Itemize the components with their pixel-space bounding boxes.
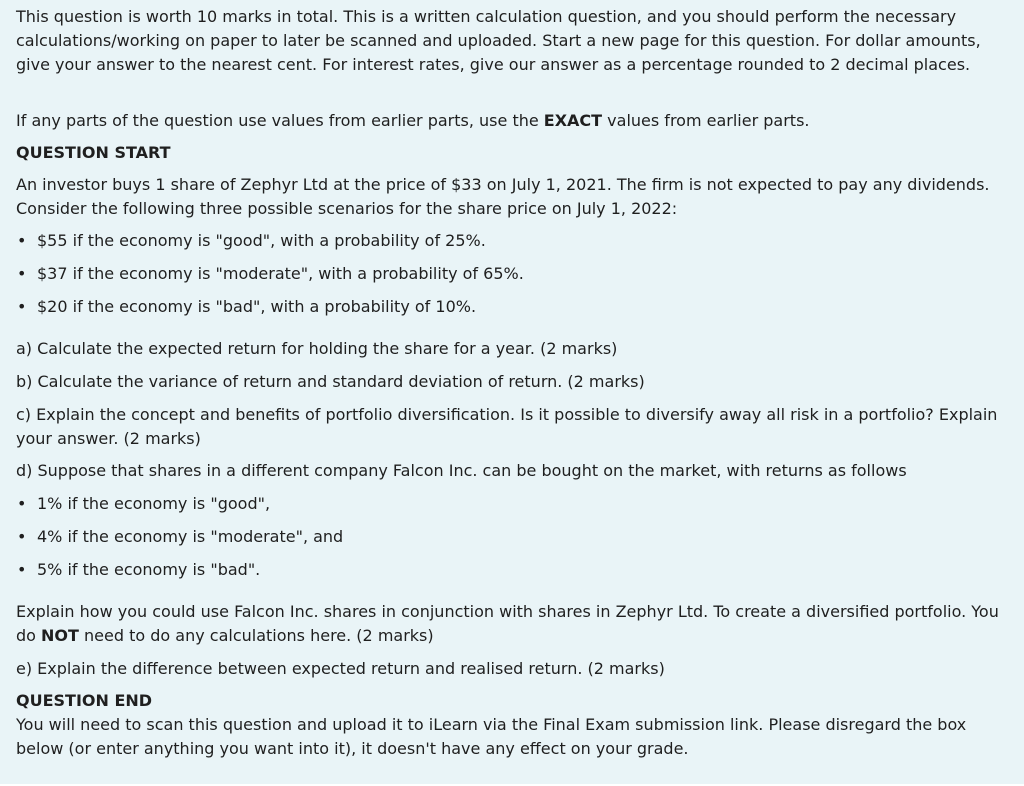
part-b: b) Calculate the variance of return and standard deviation of return. (2 marks) — [16, 372, 645, 391]
exact-note-text-before: If any parts of the question use values from earlier parts, use the — [16, 111, 544, 130]
scenario-moderate: $37 if the economy is "moderate", with a probability of 65%. — [37, 264, 524, 283]
falcon-return-bad: 5% if the economy is "bad". — [37, 560, 261, 579]
closing-instructions: You will need to scan this question and upload it to iLearn via the Final Exam submission link. Please disregard the box below (or enter anything you want into it), it doesn't have any effect on your grade. — [16, 715, 967, 758]
scenario-good: $55 if the economy is "good", with a probability of 25%. — [37, 231, 486, 250]
bullet-icon: • — [17, 494, 27, 513]
exact-note-text-after: values from earlier parts. — [602, 111, 810, 130]
list-item — [16, 492, 1010, 516]
list-item — [16, 295, 1010, 319]
part-a: a) Calculate the expected return for holding the share for a year. (2 marks) — [16, 339, 618, 358]
falcon-return-good: 1% if the economy is "good", — [37, 494, 271, 513]
falcon-return-moderate: 4% if the economy is "moderate", and — [37, 527, 344, 546]
part-e: e) Explain the difference between expected return and realised return. (2 marks) — [16, 659, 665, 678]
scenario-bad: $20 if the economy is "bad", with a probability of 10%. — [37, 297, 477, 316]
not-emphasis: NOT — [41, 626, 79, 645]
question-end-heading: QUESTION END — [16, 691, 153, 710]
bullet-icon: • — [17, 231, 27, 250]
falcon-returns-list — [16, 492, 1010, 582]
part-c: c) Explain the concept and benefits of portfolio diversification. Is it possible to diversify away all risk in a portfolio? Explain your answer. (2 marks) — [16, 405, 998, 448]
bullet-icon: • — [17, 527, 27, 546]
part-d-explain — [16, 600, 1010, 648]
list-item — [16, 525, 1010, 549]
bullet-icon: • — [17, 264, 27, 283]
bullet-icon: • — [17, 297, 27, 316]
part-d-explain-after: need to do any calculations here. (2 marks) — [78, 626, 434, 645]
scenario-list — [16, 229, 1010, 319]
exact-values-note — [16, 109, 1010, 133]
intro-paragraph: This question is worth 10 marks in total. This is a written calculation question, and you should perform the necessary calculations/working on paper to later be scanned and uploaded. Start a new page for this question. For dollar amounts, give your answer to the nearest cent. For interest rates, give our answer as a percentage rounded to 2 decimal places. — [16, 7, 981, 74]
bullet-icon: • — [17, 560, 27, 579]
list-item — [16, 229, 1010, 253]
part-d: d) Suppose that shares in a different company Falcon Inc. can be bought on the market, with returns as follows — [16, 461, 907, 480]
question-start-heading: QUESTION START — [16, 143, 171, 162]
scenario-paragraph: An investor buys 1 share of Zephyr Ltd at the price of $33 on July 1, 2021. The firm is not expected to pay any dividends. Consider the following three possible scenarios for the share price on July 1, 2022: — [16, 175, 990, 218]
exact-emphasis: EXACT — [543, 111, 603, 130]
list-item — [16, 558, 1010, 582]
list-item — [16, 262, 1010, 286]
part-d-explain-before: Explain how you could use Falcon Inc. shares in conjunction with shares in Zephyr Ltd. To create a diversified portfolio. You do — [16, 602, 999, 645]
